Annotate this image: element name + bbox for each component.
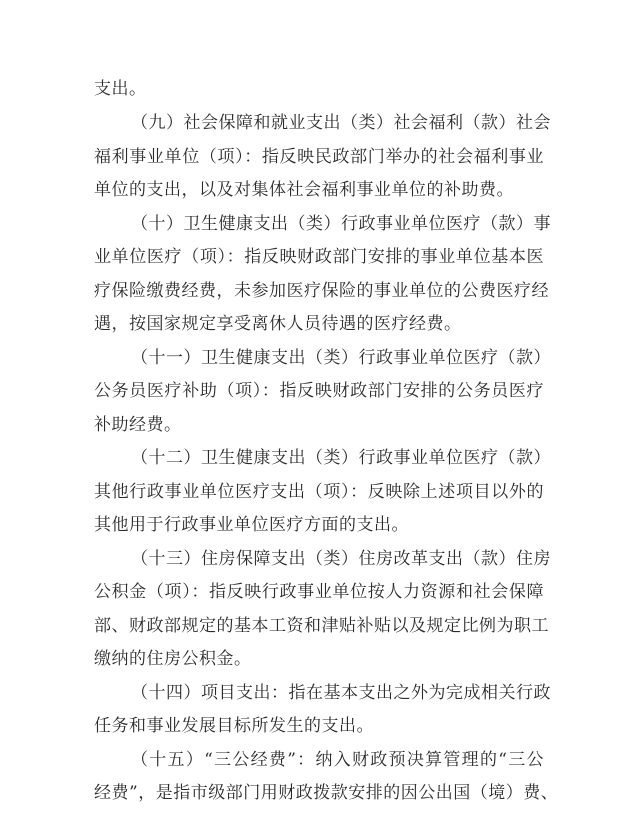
text-line: 公务员医疗补助（项）：指反映财政部门安排的公务员医疗 <box>94 381 544 401</box>
text-line: 部、财政部规定的基本工资和津贴补贴以及规定比例为职工 <box>94 616 549 636</box>
text-line: 公积金（项）：指反映行政事业单位按人力资源和社会保障 <box>94 582 544 602</box>
text-line: 其他用于行政事业单位医疗方面的支出。 <box>94 515 409 535</box>
text-line: 业单位医疗（项）：指反映财政部门安排的事业单位基本医 <box>94 247 544 267</box>
text-line: 其他行政事业单位医疗支出（项）：反映除上述项目以外的 <box>94 482 544 502</box>
text-line: 疗保险缴费经费，未参加医疗保险的事业单位的公费医疗经 <box>94 281 549 301</box>
paragraph-heading-line: （九）社会保障和就业支出（类）社会福利（款）社会 <box>131 113 551 133</box>
paragraph-heading-line: （十四）项目支出：指在基本支出之外为完成相关行政 <box>131 683 551 703</box>
paragraph-heading-line: （十）卫生健康支出（类）行政事业单位医疗（款）事 <box>131 214 551 234</box>
text-line: 遇，按国家规定享受离休人员待遇的医疗经费。 <box>94 314 462 334</box>
text-line: 经费”，是指市级部门用财政拨款安排的因公出国（境）费、 <box>94 783 559 803</box>
paragraph-heading-line: （十二）卫生健康支出（类）行政事业单位医疗（款） <box>131 448 551 468</box>
text-line: 缴纳的住房公积金。 <box>94 649 252 669</box>
text-line: 任务和事业发展目标所发生的支出。 <box>94 716 374 736</box>
text-line: 单位的支出，以及对集体社会福利事业单位的补助费。 <box>94 180 514 200</box>
paragraph-heading-line: （十一）卫生健康支出（类）行政事业单位医疗（款） <box>131 348 551 368</box>
text-line: 支出。 <box>94 79 147 99</box>
paragraph-heading-line: （十五）“三公经费”：纳入财政预决算管理的“三公 <box>131 750 544 770</box>
paragraph-heading-line: （十三）住房保障支出（类）住房改革支出（款）住房 <box>131 549 551 569</box>
text-line: 补助经费。 <box>94 415 182 435</box>
text-line: 福利事业单位（项）：指反映民政部门举办的社会福利事业 <box>94 147 544 167</box>
